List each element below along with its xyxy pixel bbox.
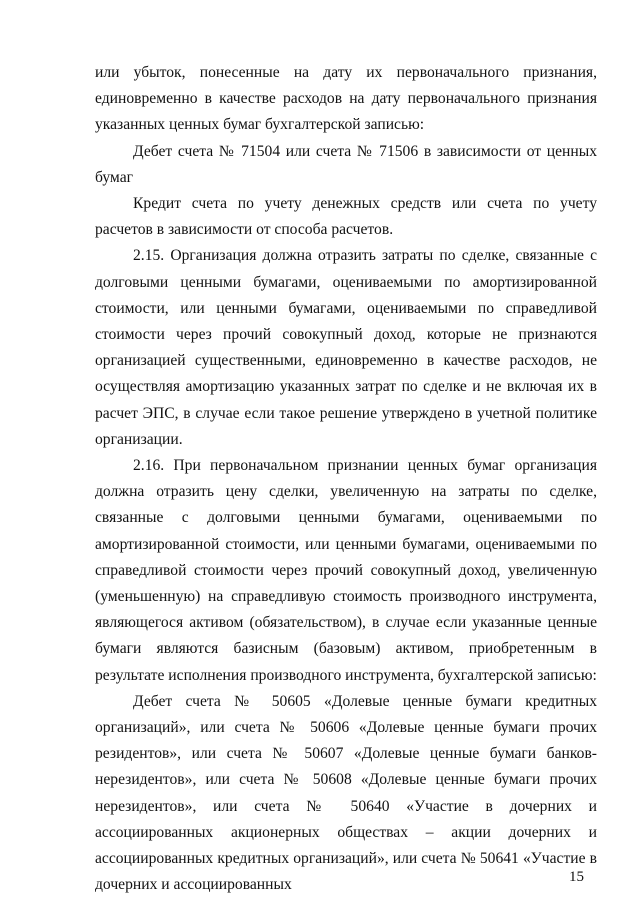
paragraph-debit-71504: Дебет счета № 71504 или счета № 71506 в зависимости от ценных бумаг	[95, 142, 597, 186]
paragraph-continuation: или убыток, понесенные на дату их первоначального признания, единовременно в качестве расходов на дату первоначального признания указанных ценных бумаг бухгалтерской записью:	[95, 64, 597, 134]
paragraph-credit-cash: Кредит счета по учету денежных средств или счета по учету расчетов в зависимости от способа расчетов.	[95, 195, 597, 239]
page-number: 15	[569, 869, 584, 885]
paragraph-debit-50605: Дебет счета № 50605 «Долевые ценные бумаги кредитных организаций», или счета № 50606 «Долевые ценные бумаги прочих резидентов», или счета № 50607 «Долевые ценные бумаги банков-нерезидентов», или счета № 50608 «Долевые ценные бумаги прочих нерезидентов», или счета № 50640 «Участие в дочерних и ассоциированных акционерных обществах – акции дочерних и ассоциированных кредитных организаций», или счета № 50641 «Участие в дочерних и ассоциированных	[95, 692, 597, 894]
document-page	[95, 60, 597, 899]
paragraph-2-16: 2.16. При первоначальном признании ценных бумаг организация должна отразить цену сделки, увеличенную на затраты по сделке, связанные с долговыми ценными бумагами, оцениваемыми по амортизированной стоимости, или ценными бумагами, оцениваемыми по справедливой стоимости через прочий совокупный доход, увеличенную (уменьшенную) на справедливую стоимость производного инструмента, являющегося активом (обязательством), в случае если указанные ценные бумаги являются базисным (базовым) активом, приобретенным в результате исполнения производного инструмента, бухгалтерской записью:	[95, 457, 597, 684]
paragraph-2-15: 2.15. Организация должна отразить затраты по сделке, связанные с долговыми ценными бумагами, оцениваемыми по амортизированной стоимости, или ценными бумагами, оцениваемыми по справедливой стоимости через прочий совокупный доход, которые не признаются организацией существенными, единовременно в качестве расходов, не осуществляя амортизацию указанных затрат по сделке и не включая их в расчет ЭПС, в случае если такое решение утверждено в учетной политике организации.	[95, 247, 597, 448]
